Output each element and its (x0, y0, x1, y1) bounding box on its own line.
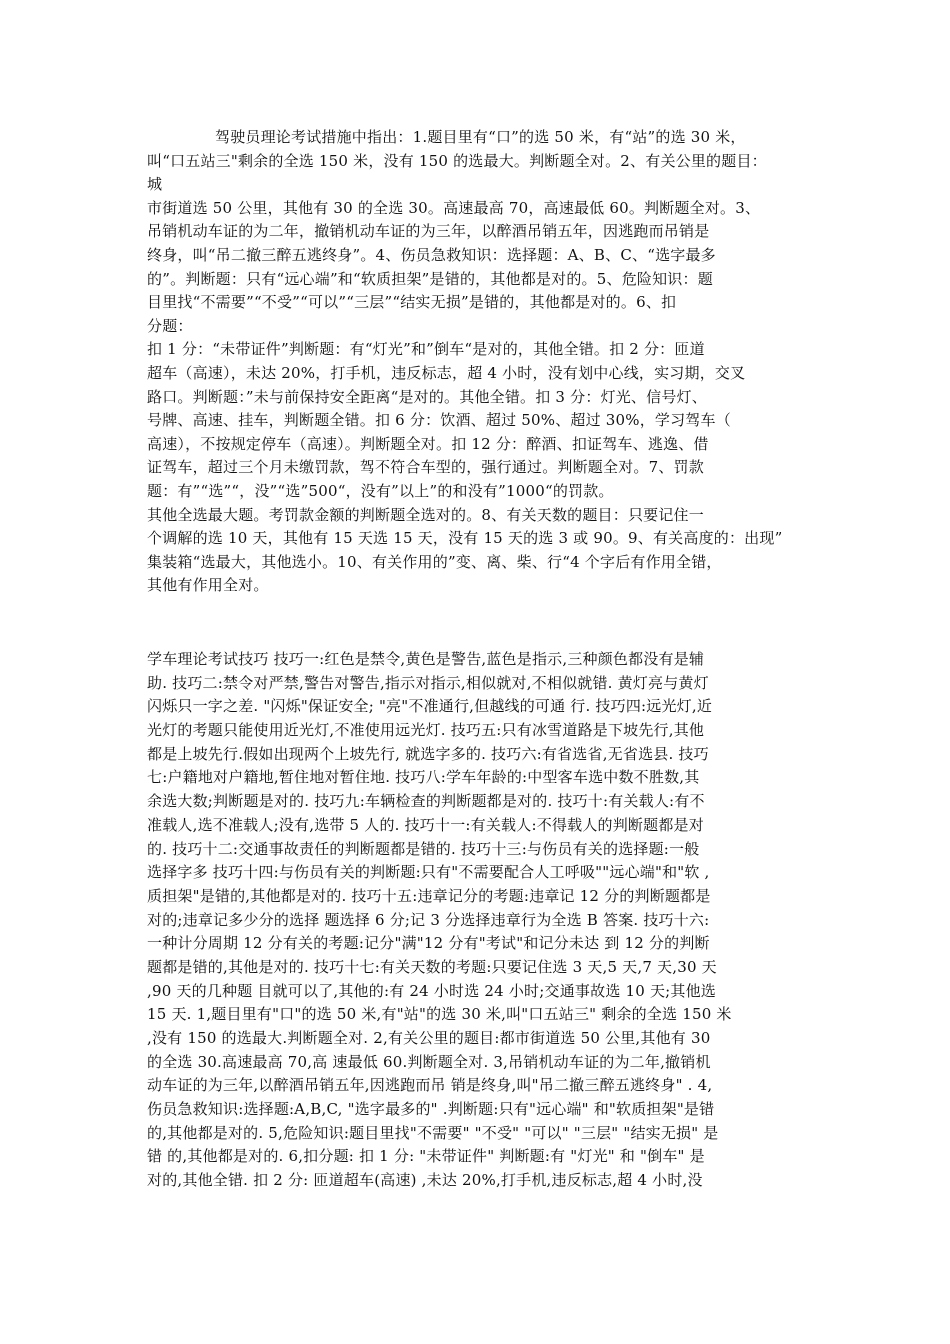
text-line: 的. 技巧十二:交通事故责任的判断题都是错的. 技巧十三:与伤员有关的选择题:一般 (147, 839, 700, 858)
text-line: 的”。判断题：只有“远心端”和“软质担架”是错的，其他都是对的。5、危险知识：题 (147, 269, 713, 288)
text-line: 选择字多 技巧十四:与伤员有关的判断题:只有"不需要配合人工呼吸""远心端"和"软 , (147, 863, 710, 882)
text-line: 15 天. 1,题目里有"口"的选 50 米,有"站"的选 30 米,叫"口五站三" 剩余的全选 150 米 (147, 1005, 732, 1024)
text-line: 闪烁只一字之差. "闪烁"保证安全; "亮"不准通行,但越线的可通 行. 技巧四:远光灯,近 (147, 697, 713, 716)
text-line: 对的,其他全错. 扣 2 分: 匝道超车(高速) ,未达 20%,打手机,违反标志,超 4 小时,没 (147, 1171, 703, 1190)
text-line: ,没有 150 的选最大.判断题全对. 2,有关公里的题目:都市街道选 50 公里,其他有 30 (147, 1029, 711, 1047)
text-line: 扣 1 分：“未带证件”判断题：有“灯光”和”倒车“是对的，其他全错。扣 2 分：匝道 (147, 340, 705, 359)
text-line: 终身，叫“吊二撤三醉五逃终身”。4、伤员急救知识：选择题：A、B、C、“选字最多 (147, 245, 716, 264)
text-line: 错 的,其他都是对的. 6,扣分题: 扣 1 分: "未带证件" 判断题:有 "灯光" 和 "倒车" 是 (147, 1147, 705, 1166)
text-line: 学车理论考试技巧 技巧一:红色是禁令,黄色是警告,蓝色是指示,三种颜色都没有是辅 (147, 650, 705, 668)
text-line: 驾驶员理论考试措施中指出：1.题目里有“口”的选 50 米，有“站”的选 30 米， (215, 128, 746, 146)
text-line: 准载人,选不准载人;没有,选带 5 人的. 技巧十一:有关载人:不得载人的判断题都是对 (147, 815, 704, 834)
text-line: 超车（高速），未达 20%，打手机，违反标志，超 4 小时，没有划中心线，实习期，交叉 (147, 363, 746, 382)
text-line: 对的;违章记多少分的选择 题选择 6 分;记 3 分选择违章行为全选 B 答案. 技巧十六: (147, 910, 710, 929)
text-line: 题都是错的,其他是对的. 技巧十七:有关天数的考题:只要记住选 3 天,5 天,7 天,30 天 (147, 957, 717, 976)
text-line: 证驾车，超过三个月未缴罚款，驾不符合车型的，强行通过。判断题全对。7、罚款 (147, 458, 704, 477)
text-line: ,90 天的几种题 目就可以了,其他的:有 24 小时选 24 小时;交通事故选 10 天;其他选 (147, 981, 716, 1000)
text-line: 路口。判断题：”未与前保持安全距离“是对的。其他全错。扣 3 分：灯光、信号灯、 (147, 387, 707, 406)
text-line: 城 (147, 175, 163, 194)
text-line: 其他全选最大题。考罚款金额的判断题全选对的。8、有关天数的题目：只要记住一 (147, 505, 704, 524)
text-line: 都是上坡先行.假如出现两个上坡先行, 就选字多的. 技巧六:有省选省,无省选县. 技巧 (147, 744, 709, 763)
text-line: 高速），不按规定停车（高速）。判断题全对。扣 12 分：醉酒、扣证驾车、逃逸、借 (147, 434, 709, 453)
text-line: 叫“口五站三"剩余的全选 150 米，没有 150 的选最大。判断题全对。2、有关公里的题目： (147, 151, 767, 170)
text-line: 助. 技巧二:禁令对严禁,警告对警告,指示对指示,相似就对,不相似就错. 黄灯亮与黄灯 (147, 673, 709, 692)
text-line: 个调解的选 10 天，其他有 15 天选 15 天，没有 15 天的选 3 或 90。9、有关高度的：出现” (147, 529, 783, 548)
text-line: 七:户籍地对户籍地,暂住地对暂住地. 技巧八:学车年龄的:中型客车选中数不胜数,其 (147, 768, 700, 787)
text-line: 动车证的为三年,以醉酒吊销五年,因逃跑而吊 销是终身,叫"吊二撤三醉五逃终身" . 4, (147, 1076, 713, 1095)
text-line: 号牌、高速、挂车，判断题全错。扣 6 分：饮酒、超过 50%、超过 30%，学习驾车（ (147, 411, 731, 430)
text-line: 的全选 30.高速最高 70,高 速最低 60.判断题全对. 3,吊销机动车证的为二年,撤销机 (147, 1052, 711, 1071)
text-line: 市街道选 50 公里，其他有 30 的全选 30。高速最高 70，高速最低 60。判断题全对。3、 (147, 198, 761, 217)
text-line: 光灯的考题只能使用近光灯,不准使用远光灯. 技巧五:只有冰雪道路是下坡先行,其他 (147, 721, 705, 740)
exam-tips-paragraph-1 (147, 126, 827, 598)
text-line: 其他有作用全对。 (147, 576, 269, 595)
text-line: 题：有”“选”“，没”“选”500“，没有”以上”的和没有”1000“的罚款。 (147, 481, 614, 500)
text-line: 质担架"是错的,其他都是对的. 技巧十五:违章记分的考题:违章记 12 分的判断题都是 (147, 886, 711, 905)
text-line: 一种计分周期 12 分有关的考题:记分"满"12 分有"考试"和记分未达 到 12 分的判断 (147, 934, 710, 953)
text-line: 吊销机动车证的为二年，撤销机动车证的为三年，以醉酒吊销五年，因逃跑而吊销是 (147, 222, 710, 241)
text-line: 余选大数;判断题是对的. 技巧九:车辆检查的判断题都是对的. 技巧十:有关载人:有不 (147, 792, 705, 811)
text-line: 分题： (147, 316, 193, 335)
text-line: 伤员急救知识:选择题:A,B,C, "选字最多的" .判断题:只有"远心端" 和"软质担架"是错 (147, 1100, 715, 1119)
text-line: 目里找“不需要”“不受”“可以”“三层”“结实无损”是错的，其他都是对的。6、扣 (147, 293, 677, 312)
exam-tips-paragraph-2 (147, 648, 827, 1193)
text-line: 的,其他都是对的. 5,危险知识:题目里找"不需要" "不受" "可以" "三层" "结实无损" 是 (147, 1123, 719, 1142)
text-line: 集装箱“选最大，其他选小。10、有关作用的”变、离、柴、行“4 个字后有作用全错， (147, 552, 722, 571)
